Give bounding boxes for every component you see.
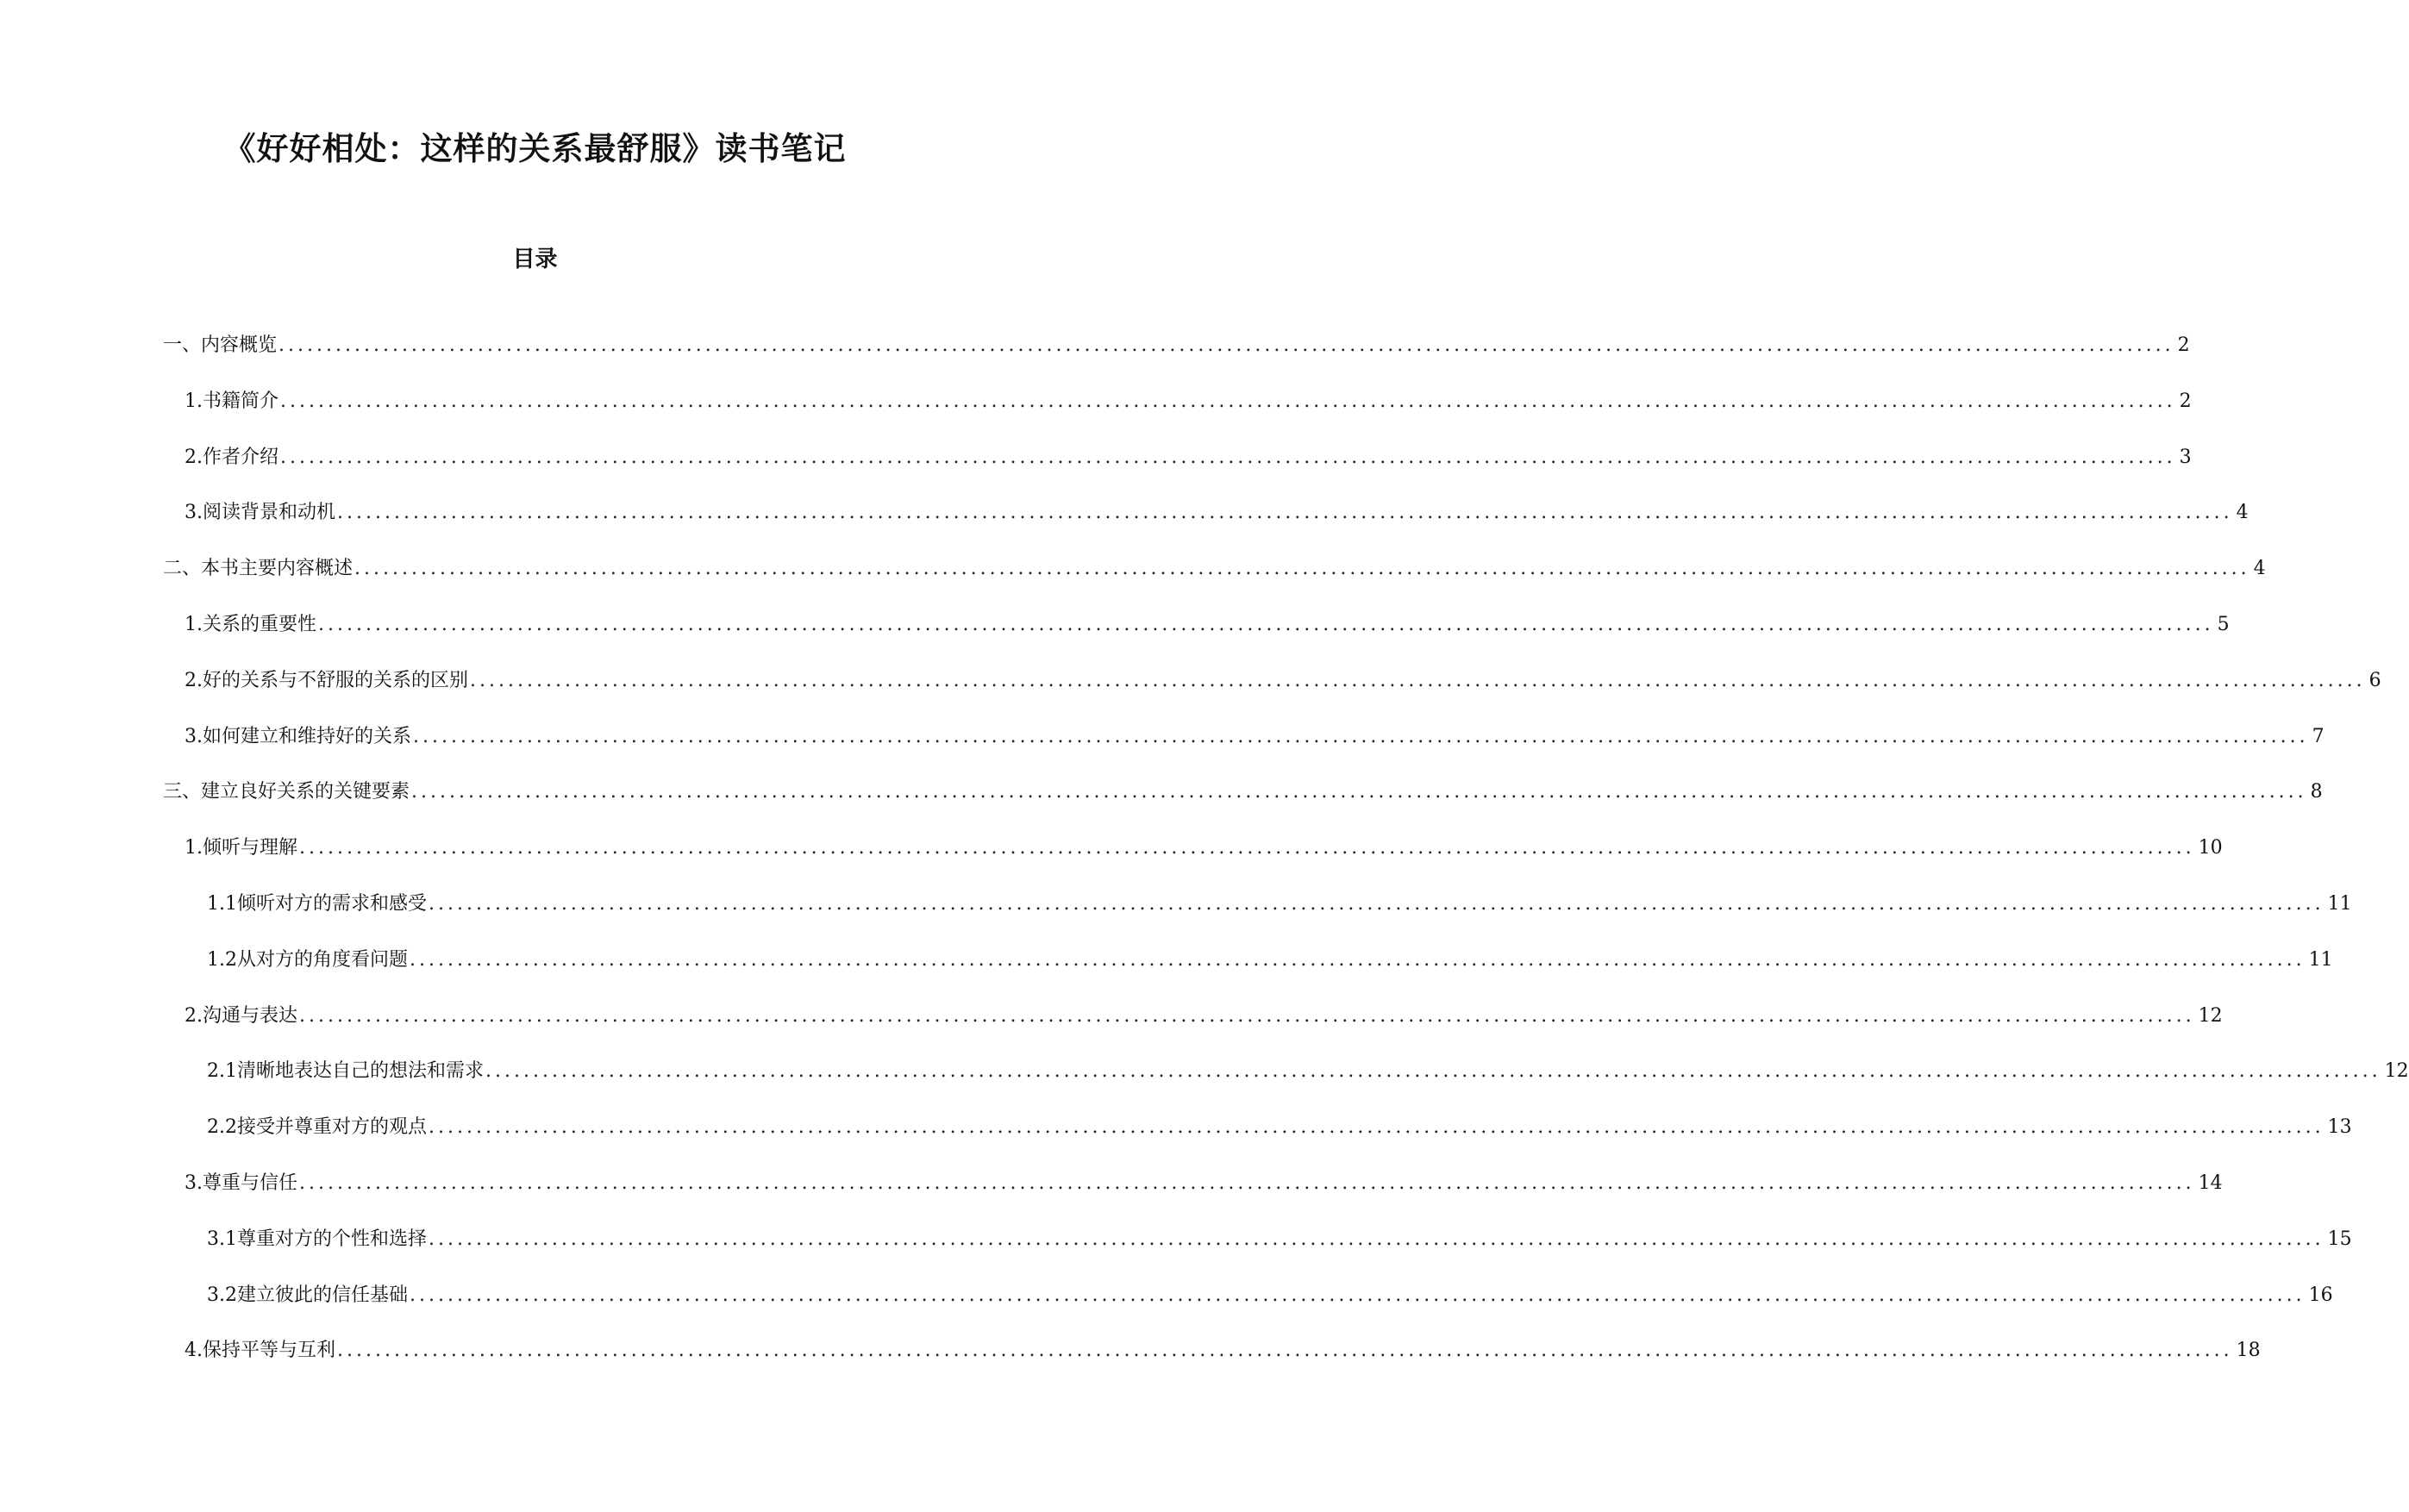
toc-heading: 目录 [512, 247, 558, 272]
toc-entry[interactable] [0, 556, 2266, 612]
toc-entry[interactable] [0, 612, 2230, 668]
toc-entry-number: 2. [185, 669, 203, 691]
toc-entry-number: 1. [185, 613, 203, 635]
toc-entry-page: 15 [2327, 1228, 2352, 1250]
toc-entry[interactable] [0, 1171, 2223, 1227]
toc-leader-dots: ........................................................................................................................................................................................................ [299, 837, 2195, 859]
toc-entry-text: 作者介绍 [203, 446, 279, 468]
toc-entry-number: 1.1 [207, 892, 237, 915]
toc-entry-page: 16 [2308, 1284, 2333, 1306]
toc-entry-number: 一、 [163, 334, 202, 356]
toc-entry-text: 如何建立和维持好的关系 [203, 725, 412, 747]
toc-entry[interactable] [0, 668, 2381, 724]
table-of-contents [0, 333, 2409, 1394]
toc-entry-number: 3. [185, 502, 203, 524]
toc-entry-text: 建立良好关系的关键要素 [201, 781, 410, 803]
toc-entry-page: 8 [2310, 781, 2323, 803]
toc-entry[interactable] [0, 389, 2192, 445]
toc-entry-text: 倾听与理解 [203, 837, 298, 859]
toc-entry[interactable] [0, 724, 2325, 780]
toc-entry[interactable] [0, 1059, 2409, 1115]
toc-leader-dots: ........................................................................................................................................................................................................ [429, 892, 2325, 915]
toc-leader-dots: ........................................................................................................................................................................................................ [278, 334, 2174, 356]
toc-entry-page: 4 [2253, 558, 2266, 580]
toc-entry-number: 二、 [163, 558, 202, 580]
toc-entry[interactable] [0, 1283, 2333, 1339]
toc-entry-text: 沟通与表达 [203, 1004, 298, 1027]
toc-entry-number: 3. [185, 725, 203, 747]
toc-entry-number: 1. [185, 837, 203, 859]
toc-entry-number: 2. [185, 1004, 203, 1027]
toc-entry-page: 4 [2236, 502, 2249, 524]
toc-entry-number: 1.2 [207, 948, 237, 971]
toc-leader-dots: ........................................................................................................................................................................................................ [410, 948, 2306, 971]
toc-entry-page: 11 [2308, 948, 2333, 971]
toc-entry-text: 清晰地表达自己的想法和需求 [237, 1060, 485, 1083]
toc-entry-text: 内容概览 [201, 334, 278, 356]
toc-entry[interactable] [0, 1338, 2261, 1394]
toc-entry-text: 书籍简介 [203, 390, 279, 412]
toc-entry-number: 3. [185, 1171, 203, 1194]
toc-leader-dots: ........................................................................................................................................................................................................ [429, 1116, 2325, 1139]
toc-leader-dots: ........................................................................................................................................................................................................ [280, 390, 2176, 412]
toc-entry[interactable] [0, 1003, 2223, 1059]
toc-entry-number: 2.1 [207, 1060, 237, 1083]
toc-entry[interactable] [0, 500, 2249, 556]
toc-entry[interactable] [0, 891, 2352, 947]
toc-entry-text: 保持平等与互利 [203, 1340, 336, 1362]
toc-entry-page: 5 [2217, 613, 2230, 635]
toc-entry-page: 7 [2312, 725, 2325, 747]
toc-entry-page: 3 [2179, 446, 2192, 468]
toc-leader-dots: ........................................................................................................................................................................................................ [410, 1284, 2306, 1306]
toc-entry-text: 接受并尊重对方的观点 [237, 1116, 428, 1139]
toc-leader-dots: ........................................................................................................................................................................................................ [280, 446, 2176, 468]
toc-entry-number: 3.2 [207, 1284, 237, 1306]
toc-leader-dots: ........................................................................................................................................................................................................ [470, 669, 2366, 691]
toc-leader-dots: ........................................................................................................................................................................................................ [485, 1060, 2381, 1083]
toc-entry-number: 2.2 [207, 1116, 237, 1139]
toc-entry-number: 3.1 [207, 1228, 237, 1250]
toc-entry[interactable] [0, 333, 2190, 389]
toc-entry[interactable] [0, 1115, 2352, 1171]
toc-entry-text: 本书主要内容概述 [201, 558, 354, 580]
toc-entry-text: 倾听对方的需求和感受 [237, 892, 428, 915]
toc-entry-text: 尊重与信任 [203, 1171, 298, 1194]
toc-entry-number: 2. [185, 446, 203, 468]
toc-entry-page: 12 [2384, 1060, 2409, 1083]
toc-entry-page: 12 [2198, 1004, 2223, 1027]
toc-entry-number: 1. [185, 390, 203, 412]
toc-leader-dots: ........................................................................................................................................................................................................ [337, 502, 2233, 524]
toc-leader-dots: ........................................................................................................................................................................................................ [299, 1171, 2195, 1194]
toc-leader-dots: ........................................................................................................................................................................................................ [411, 781, 2307, 803]
toc-entry[interactable] [0, 779, 2323, 835]
toc-entry-page: 10 [2198, 837, 2223, 859]
toc-entry-page: 2 [2177, 334, 2190, 356]
toc-entry-text: 好的关系与不舒服的关系的区别 [203, 669, 469, 691]
toc-entry-text: 阅读背景和动机 [203, 502, 336, 524]
toc-entry-page: 2 [2179, 390, 2192, 412]
document-title: 《好好相处：这样的关系最舒服》读书笔记 [223, 130, 847, 167]
toc-entry-number: 4. [185, 1340, 203, 1362]
toc-entry-page: 11 [2327, 892, 2352, 915]
toc-leader-dots: ........................................................................................................................................................................................................ [299, 1004, 2195, 1027]
toc-entry-text: 从对方的角度看问题 [237, 948, 409, 971]
toc-leader-dots: ........................................................................................................................................................................................................ [318, 613, 2214, 635]
toc-entry-number: 三、 [163, 781, 202, 803]
toc-entry-text: 尊重对方的个性和选择 [237, 1228, 428, 1250]
toc-leader-dots: ........................................................................................................................................................................................................ [429, 1228, 2325, 1250]
toc-leader-dots: ........................................................................................................................................................................................................ [337, 1340, 2233, 1362]
toc-entry[interactable] [0, 947, 2333, 1003]
toc-entry[interactable] [0, 445, 2192, 501]
toc-entry[interactable] [0, 1227, 2352, 1283]
toc-entry-page: 14 [2198, 1171, 2223, 1194]
toc-entry-page: 18 [2236, 1340, 2261, 1362]
toc-entry-text: 关系的重要性 [203, 613, 317, 635]
toc-leader-dots: ........................................................................................................................................................................................................ [413, 725, 2309, 747]
toc-leader-dots: ........................................................................................................................................................................................................ [354, 558, 2250, 580]
toc-entry-page: 13 [2327, 1116, 2352, 1139]
toc-entry[interactable] [0, 835, 2223, 891]
toc-entry-text: 建立彼此的信任基础 [237, 1284, 409, 1306]
toc-entry-page: 6 [2368, 669, 2381, 691]
